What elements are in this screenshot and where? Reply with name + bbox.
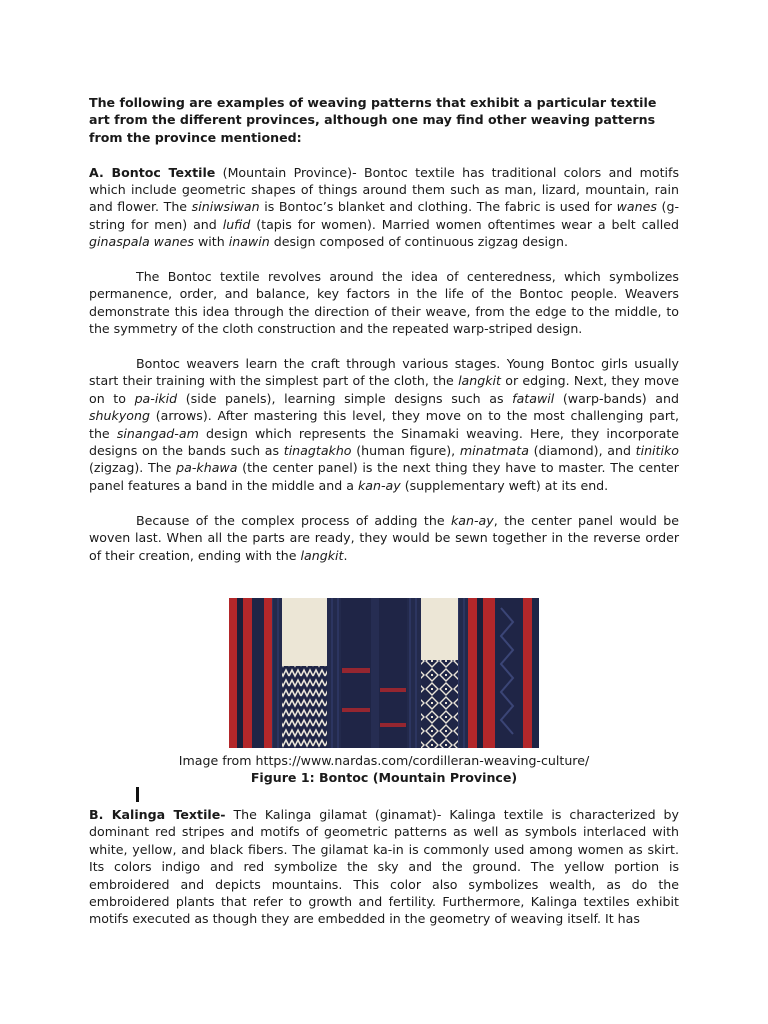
document-body bbox=[89, 94, 679, 564]
figure-caption: Figure 1: Bontoc (Mountain Province) bbox=[250, 770, 518, 785]
kalinga-section bbox=[89, 806, 679, 928]
figure-source: Image from https://www.nardas.com/cordilleran-weaving-culture/ bbox=[178, 753, 590, 768]
bontoc-heading: A. Bontoc Textile bbox=[89, 164, 216, 180]
bontoc-paragraph-3: Bontoc weavers learn the craft through various stages. Young Bontoc girls usually start their training with the simplest part of the cloth, the langkit or edging. Next, they move on to pa-ikid (side panels), learning simple designs such as fatawil (warp-bands) and shukyong (arrows). After mastering this level, they move on to the most challenging part, the sinangad-am design which represents the Sinamaki weaving. Here, they incorporate designs on the bands such as tinagtakho (human figure), minatmata (diamond), and tinitiko (zigzag). The pa-khawa (the center panel) is the next thing they have to master. The center panel features a band in the middle and a kan-ay (supplementary weft) at its end. bbox=[89, 356, 679, 493]
bontoc-paragraph-4: Because of the complex process of adding the kan-ay, the center panel would be woven last. When all the parts are ready, they would be sewn together in the reverse order of their creation, ending with the langkit. bbox=[89, 512, 679, 563]
text-cursor-mark bbox=[136, 787, 139, 802]
intro-paragraph: The following are examples of weaving patterns that exhibit a particular textile art from the different provinces, although one may find other weaving patterns from the province mentioned: bbox=[89, 95, 657, 145]
kalinga-heading: B. Kalinga Textile- bbox=[89, 807, 226, 822]
bontoc-textile-illustration bbox=[229, 598, 539, 748]
kalinga-paragraph: B. Kalinga Textile- The Kalinga gilamat (ginamat)- Kalinga textile is characterized by dominant red stripes and motifs of geometric patterns as well as symbols interlaced with white, yellow, and black fibers. The gilamat ka-in is commonly used among women as skirt. Its colors indigo and red symbolize the sky and the ground. The yellow portion is embroidered and depicts mountains. This color also symbolizes wealth, as do the embroidered plants that refer to growth and fertility. Furthermore, Kalinga textiles exhibit motifs executed as though they are embedded in the geometry of weaving itself. It has bbox=[89, 807, 679, 927]
bontoc-paragraph-1: A. Bontoc Textile (Mountain Province)- Bontoc textile has traditional colors and motifs which include geometric shapes of things around them such as man, lizard, mountain, rain and flower. The siniwsiwan is Bontoc’s blanket and clothing. The fabric is used for wanes (g-string for men) and lufid (tapis for women). Married women oftentimes wear a belt called ginaspala wanes with inawin design composed of continuous zigzag design. bbox=[89, 164, 680, 250]
bontoc-textile-image bbox=[229, 598, 539, 748]
bontoc-paragraph-2: The Bontoc textile revolves around the idea of centeredness, which symbolizes permanence, order, and balance, key factors in the life of the Bontoc people. Weavers demonstrate this idea through the direction of their weave, from the edge to the middle, to the symmetry of the cloth construction and the repeated warp-striped design. bbox=[89, 269, 679, 337]
